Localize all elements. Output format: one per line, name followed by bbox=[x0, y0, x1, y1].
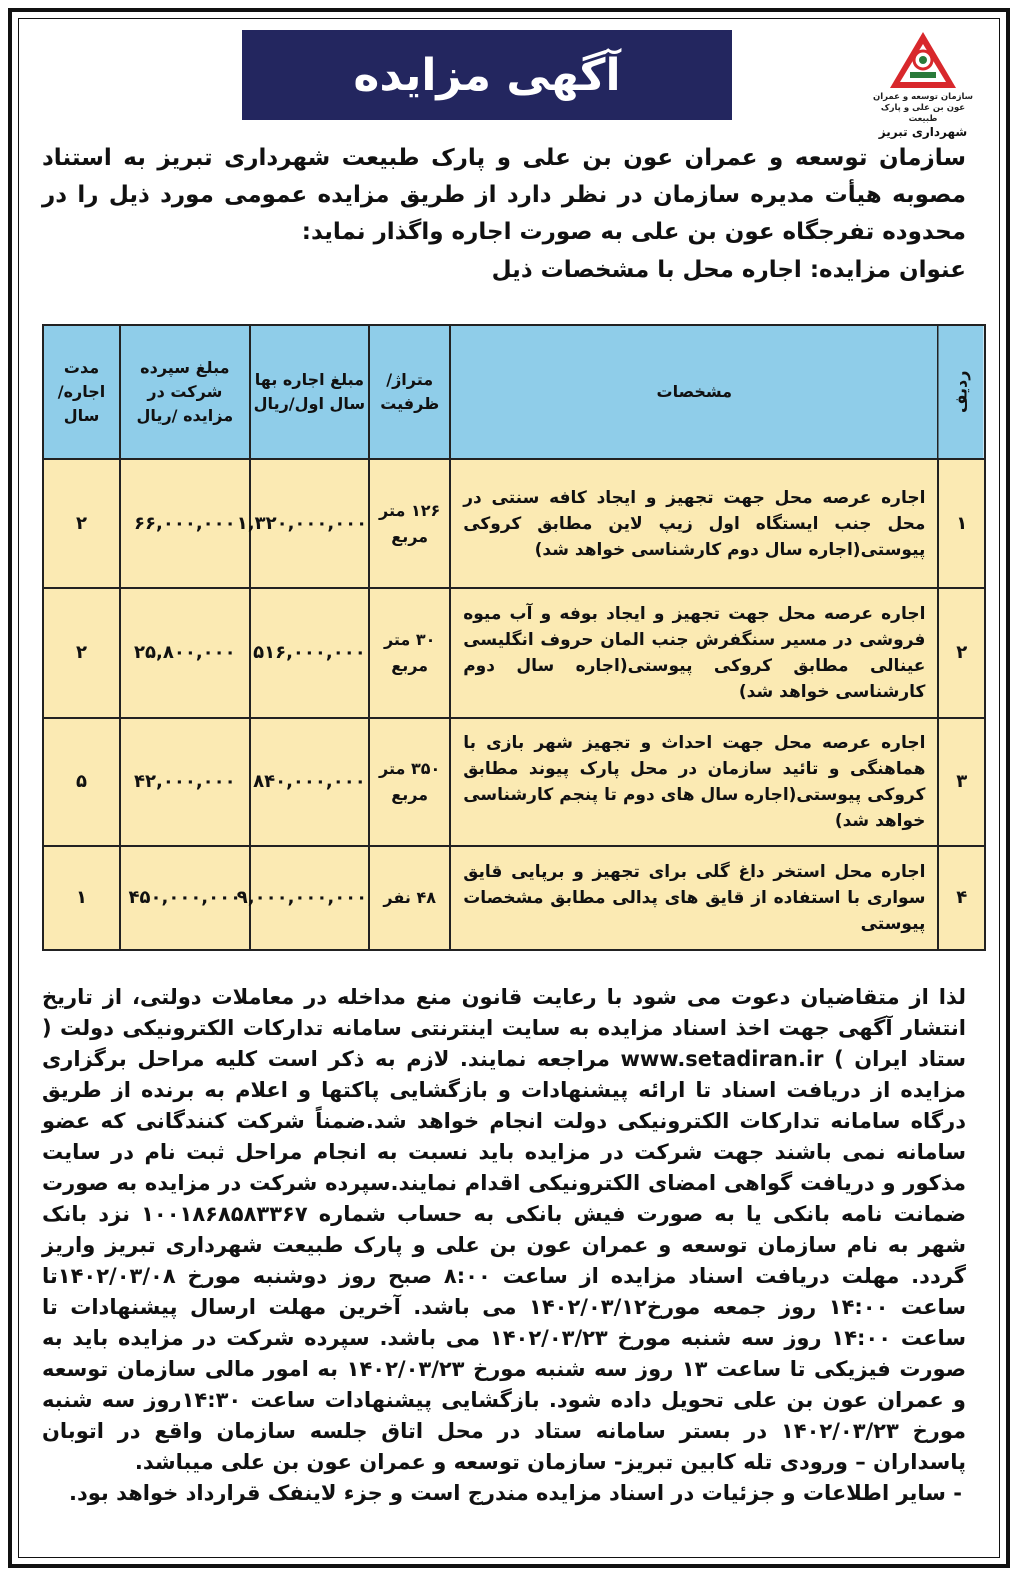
row-rent: ۹,۰۰۰,۰۰۰,۰۰۰ bbox=[250, 846, 370, 950]
header-rent: مبلغ اجاره بها سال اول/ریال bbox=[250, 325, 370, 459]
auction-items-table bbox=[42, 324, 986, 951]
outro-part-1: لذا از متقاضیان دعوت می شود با رعایت قانون منع مداخله در معاملات دولتی، از تاریخ انتشار آگهی جهت اخذ اسناد مزایده به سایت اینترنتی سامانه تدارکات الکترونیکی دولت ( ستاد ایران ) bbox=[42, 985, 966, 1071]
header-deposit: مبلغ سپرده شرکت در مزایده /ریال bbox=[120, 325, 250, 459]
header-row-number: ردیف bbox=[938, 325, 985, 459]
table-row bbox=[43, 588, 985, 718]
row-duration: ۲ bbox=[43, 459, 120, 588]
row-deposit: ۲۵,۸۰۰,۰۰۰ bbox=[120, 588, 250, 718]
row-rent: ۸۴۰,۰۰۰,۰۰۰ bbox=[250, 718, 370, 846]
row-duration: ۲ bbox=[43, 588, 120, 718]
row-number: ۲ bbox=[938, 588, 985, 718]
website-link[interactable]: www.setadiran.ir bbox=[620, 1047, 824, 1071]
row-area: ۳۰ متر مربع bbox=[369, 588, 450, 718]
logo-text-line-1: سازمان توسعه و عمران bbox=[872, 92, 974, 102]
auction-subject: عنوان مزایده: اجاره محل با مشخصات ذیل bbox=[491, 257, 966, 283]
header-area: متراژ/ ظرفیت bbox=[369, 325, 450, 459]
row-spec: اجاره عرصه محل جهت تجهیز و ایجاد کافه سنتی در محل جنب ایستگاه اول زیپ لاین مطابق کروکی پیوستی(اجاره سال دوم کارشناسی خواهد شد) bbox=[450, 459, 938, 588]
row-spec: اجاره عرصه محل جهت احداث و تجهیز شهر بازی با هماهنگی و تائید سازمان در محل پارک پیوند مطابق کروکی پیوستی(اجاره سال های دوم تا پنجم کارشناسی خواهد شد) bbox=[450, 718, 938, 846]
row-rent: ۱,۳۲۰,۰۰۰,۰۰۰ bbox=[250, 459, 370, 588]
table-row bbox=[43, 718, 985, 846]
row-number: ۱ bbox=[938, 459, 985, 588]
row-deposit: ۶۶,۰۰۰,۰۰۰ bbox=[120, 459, 250, 588]
notice-frame bbox=[8, 8, 1010, 1568]
row-deposit: ۴۵۰,۰۰۰,۰۰۰ bbox=[120, 846, 250, 950]
row-spec: اجاره محل استخر داغ گلی برای تجهیز و برپایی قایق سواری با استفاده از قایق های پدالی مطابق مشخصات پیوستی bbox=[450, 846, 938, 950]
intro-paragraph: سازمان توسعه و عمران عون بن علی و پارک طبیعت شهرداری تبریز به استناد مصوبه هیأت مدیره سازمان در نظر دارد از طریق مزایده عمومی مورد ذیل را در محدوده تفرجگاه عون بن علی به صورت اجاره واگذار نماید: bbox=[42, 145, 966, 245]
header-spec: مشخصات bbox=[450, 325, 938, 459]
outro-footnote: - سایر اطلاعات و جزئیات در اسناد مزایده مندرج است و جزء لاینفک قرارداد خواهد بود. bbox=[68, 1481, 962, 1505]
row-deposit: ۴۲,۰۰۰,۰۰۰ bbox=[120, 718, 250, 846]
header-duration: مدت اجاره/ سال bbox=[43, 325, 120, 459]
row-area: ۴۸ نفر bbox=[369, 846, 450, 950]
outro-part-2: مراجعه نمایند. لازم به ذکر است کلیه مراحل برگزاری مزایده از دریافت اسناد تا ارائه پیشنهادات و بازگشایی پاکتها و اعلام به برنده از طریق درگاه سامانه تدارکات الکترونیکی دولت انجام خواهد شد.ضمناً شرکت کنندگانی که عضو سامانه نمی باشند جهت شرکت در مزایده باید نسبت به انجام مراحل ثبت نام در سایت مذکور و دریافت گواهی امضای الکترونیکی اقدام نمایند.سپرده شرکت در مزایده به صورت ضمانت نامه بانکی یا به صورت فیش بانکی به حساب شماره ۱۰۰۱۸۶۸۵۸۳۳۶۷ نزد بانک شهر به نام سازمان توسعه و عمران عون بن علی و پارک طبیعت شهرداری تبریز واریز گردد. مهلت دریافت اسناد مزایده از ساعت ۸:۰۰ صبح روز دوشنبه مورخ ۱۴۰۲/۰۳/۰۸تا ساعت ۱۴:۰۰ روز جمعه مورخ۱۴۰۲/۰۳/۱۲ می باشد. آخرین مهلت ارسال پیشنهادات تا ساعت ۱۴:۰۰ روز سه شنبه مورخ ۱۴۰۲/۰۳/۲۳ می باشد. سپرده شرکت در مزایده باید به صورت فیزیکی تا ساعت ۱۳ روز سه شنبه مورخ ۱۴۰۲/۰۳/۲۳ به امور مالی سازمان توسعه و عمران عون بن علی تحویل داده شود. بازگشایی پیشنهادات ساعت ۱۴:۳۰روز سه شنبه مورخ ۱۴۰۲/۰۳/۲۳ در بستر سامانه ستاد در محل اتاق جلسه سازمان واقع در اتوبان پاسداران – ورودی تله کابین تبریز- سازمان توسعه و عمران عون بن علی میباشد. bbox=[42, 1047, 967, 1474]
row-area: ۳۵۰ متر مربع bbox=[369, 718, 450, 846]
row-duration: ۵ bbox=[43, 718, 120, 846]
logo-text-line-2: عون بن علی و پارک طبیعت bbox=[880, 103, 966, 124]
row-rent: ۵۱۶,۰۰۰,۰۰۰ bbox=[250, 588, 370, 718]
row-number: ۳ bbox=[938, 718, 985, 846]
logo-text-line-3: شهرداری تبریز bbox=[878, 125, 968, 139]
table-row bbox=[43, 459, 985, 588]
organization-logo bbox=[868, 30, 978, 140]
notice-title: آگهی مزایده bbox=[242, 30, 732, 120]
table-header-row bbox=[43, 325, 985, 459]
row-spec: اجاره عرصه محل جهت تجهیز و ایجاد بوفه و آب میوه فروشی در مسیر سنگفرش جنب المان حروف انگلیسی عینالی مطابق کروکی پیوستی(اجاره سال دوم کارشناسی خواهد شد) bbox=[450, 588, 938, 718]
row-duration: ۱ bbox=[43, 846, 120, 950]
outro-text bbox=[42, 982, 966, 1509]
outro-paragraph bbox=[42, 982, 966, 1478]
logo-emblem-icon bbox=[888, 30, 958, 92]
table-row bbox=[43, 846, 985, 950]
row-area: ۱۲۶ متر مربع bbox=[369, 459, 450, 588]
row-number: ۴ bbox=[938, 846, 985, 950]
